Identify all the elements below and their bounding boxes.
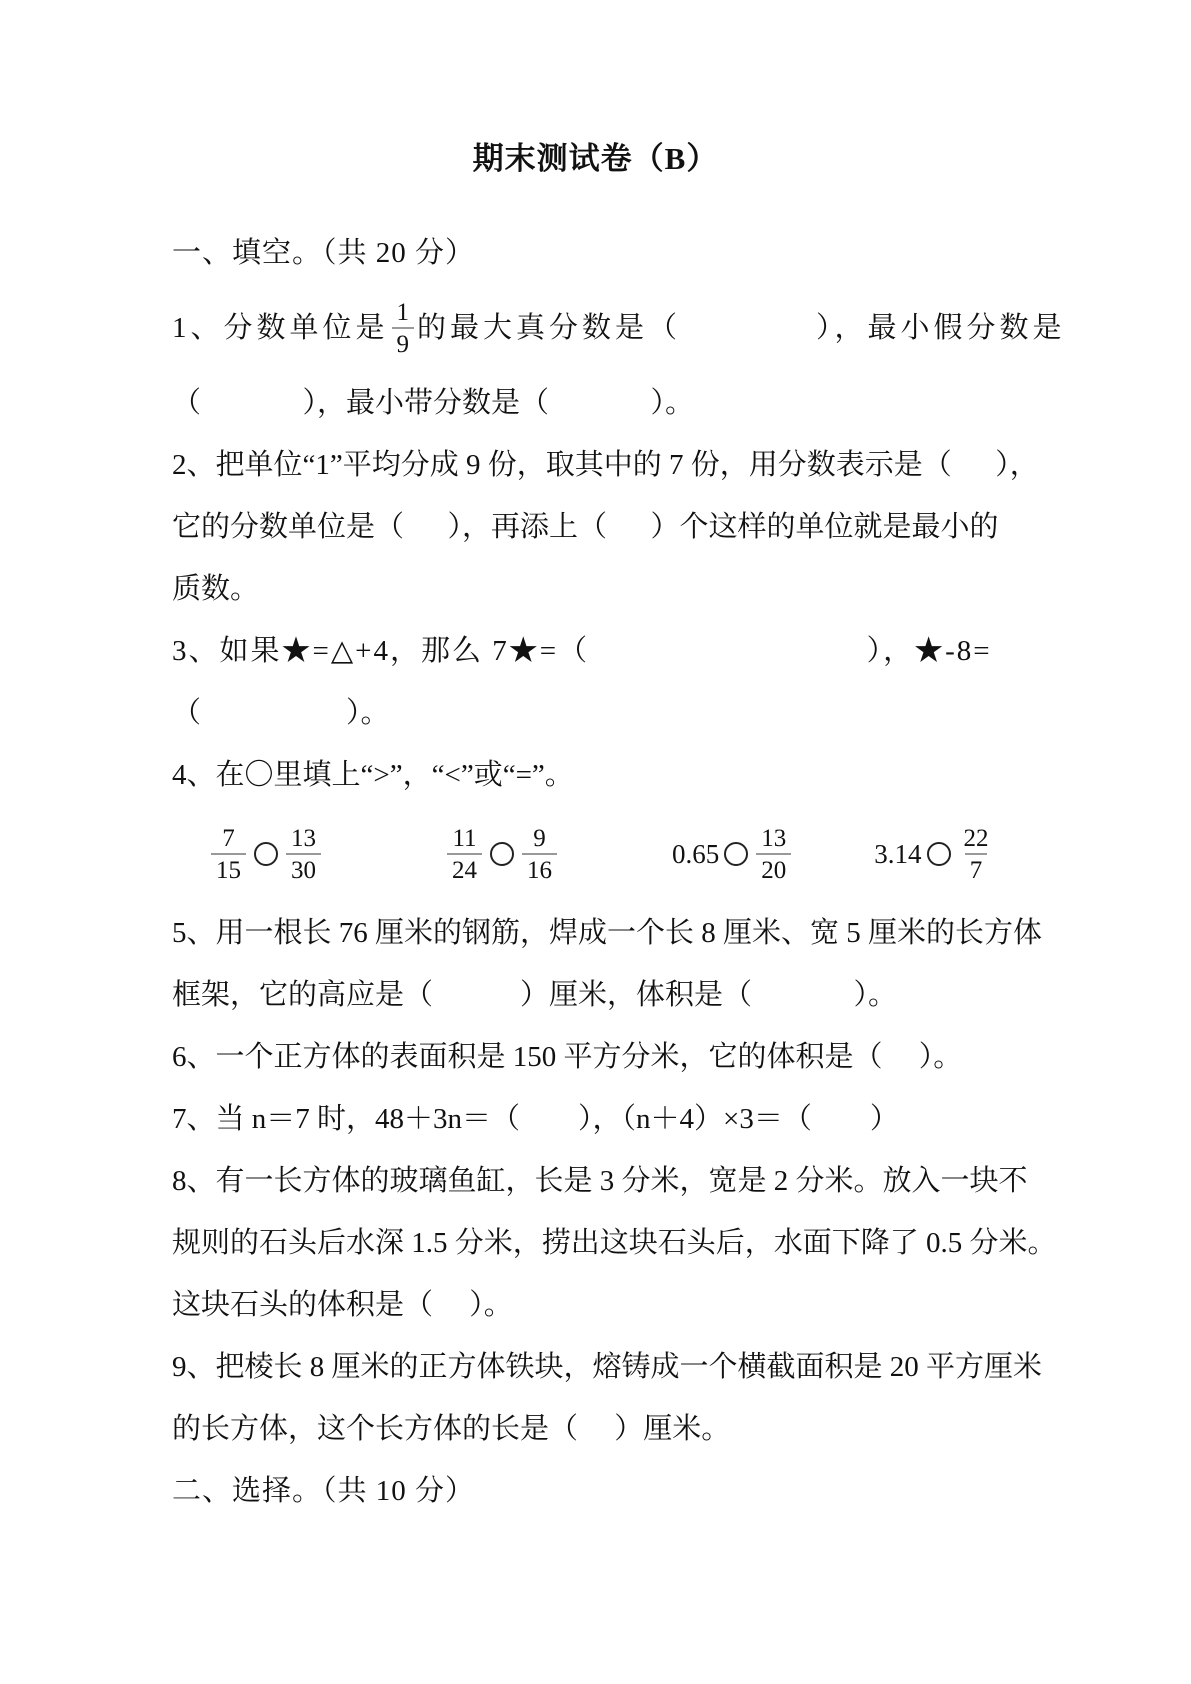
question-2-line-2: 它的分数单位是（ ），再添上（ ）个这样的单位就是最小的 (172, 511, 999, 543)
fraction-numerator: 7 (222, 824, 235, 852)
comparison-circle-blank (490, 842, 514, 866)
question-1-line-1 (172, 284, 1066, 372)
question-3-line-2: （ ）。 (172, 697, 390, 729)
question-8-line-3: 这块石头的体积是（ ）。 (172, 1289, 513, 1321)
fraction (286, 825, 321, 884)
text-segment: 0.65 (672, 839, 720, 869)
fraction (211, 825, 246, 884)
fraction-denominator: 24 (447, 853, 482, 884)
comparison-circle-blank (724, 842, 748, 866)
text-segment: 3.14 (874, 839, 922, 869)
fraction (447, 825, 482, 884)
question-6-line-1: 6、一个正方体的表面积是 150 平方分米，它的体积是（ ）。 (172, 1041, 963, 1073)
page-title: 期末测试卷（B） (472, 141, 719, 176)
comparison-circle-blank (254, 842, 278, 866)
fraction-denominator: 7 (965, 853, 988, 884)
fraction-denominator: 9 (392, 327, 415, 358)
fraction-numerator: 11 (452, 824, 477, 852)
fraction-denominator: 16 (522, 853, 557, 884)
question-1-line-2: （ ），最小带分数是（ ）。 (172, 387, 695, 419)
comparison-item (874, 823, 996, 885)
fraction-numerator: 22 (963, 824, 989, 852)
fraction-denominator: 15 (211, 853, 246, 884)
question-4-line-1: 4、在〇里填上“>”，“<”或“=”。 (172, 759, 574, 791)
question-4-comparisons (172, 806, 1041, 902)
question-7-line-1: 7、当 n＝7 时，48＋3n＝（ ），（n＋4）×3＝（ ） (172, 1103, 899, 1135)
question-2-line-3: 质数。 (172, 573, 260, 605)
fraction-numerator: 13 (761, 824, 787, 852)
fraction-numerator: 13 (291, 824, 316, 852)
question-9-line-1: 9、把棱长 8 厘米的正方体铁块，熔铸成一个横截面积是 20 平方厘米 (172, 1351, 1043, 1383)
fraction (522, 825, 557, 884)
question-5-line-2: 框架，它的高应是（ ）厘米，体积是（ ）。 (172, 979, 898, 1011)
document-body (172, 222, 1066, 1522)
comparison-item (444, 825, 560, 884)
fraction-denominator: 20 (756, 853, 791, 884)
question-3-line-1: 3、如果★=△+4，那么 7★=（ ），★-8= (172, 635, 992, 667)
comparison-circle-blank (927, 842, 951, 866)
comparison-item (208, 825, 324, 884)
question-9-line-2: 的长方体，这个长方体的长是（ ）厘米。 (172, 1413, 731, 1445)
section-2-heading: 二、选择。（共 10 分） (172, 1475, 476, 1507)
text-segment: 的最大真分数是（ ），最小假分数是 (417, 312, 1066, 344)
fraction (959, 825, 994, 884)
section-1-heading: 一、填空。（共 20 分） (172, 237, 476, 269)
fraction (756, 825, 791, 884)
text-segment: 1、分数单位是 (172, 312, 389, 344)
question-8-line-1: 8、有一长方体的玻璃鱼缸，长是 3 分米，宽是 2 分米。放入一块不 (172, 1165, 1028, 1197)
fraction-numerator: 9 (533, 824, 546, 852)
comparison-item (672, 823, 794, 885)
fraction (392, 299, 415, 358)
question-5-line-1: 5、用一根长 76 厘米的钢筋，焊成一个长 8 厘米、宽 5 厘米的长方体 (172, 917, 1043, 949)
question-2-line-1: 2、把单位“1”平均分成 9 份，取其中的 7 份，用分数表示是（ ）， (172, 449, 1039, 481)
question-8-line-2: 规则的石头后水深 1.5 分米，捞出这块石头后，水面下降了 0.5 分米。 (172, 1227, 1057, 1259)
fraction-numerator: 1 (396, 298, 410, 326)
fraction-denominator: 30 (286, 853, 321, 884)
